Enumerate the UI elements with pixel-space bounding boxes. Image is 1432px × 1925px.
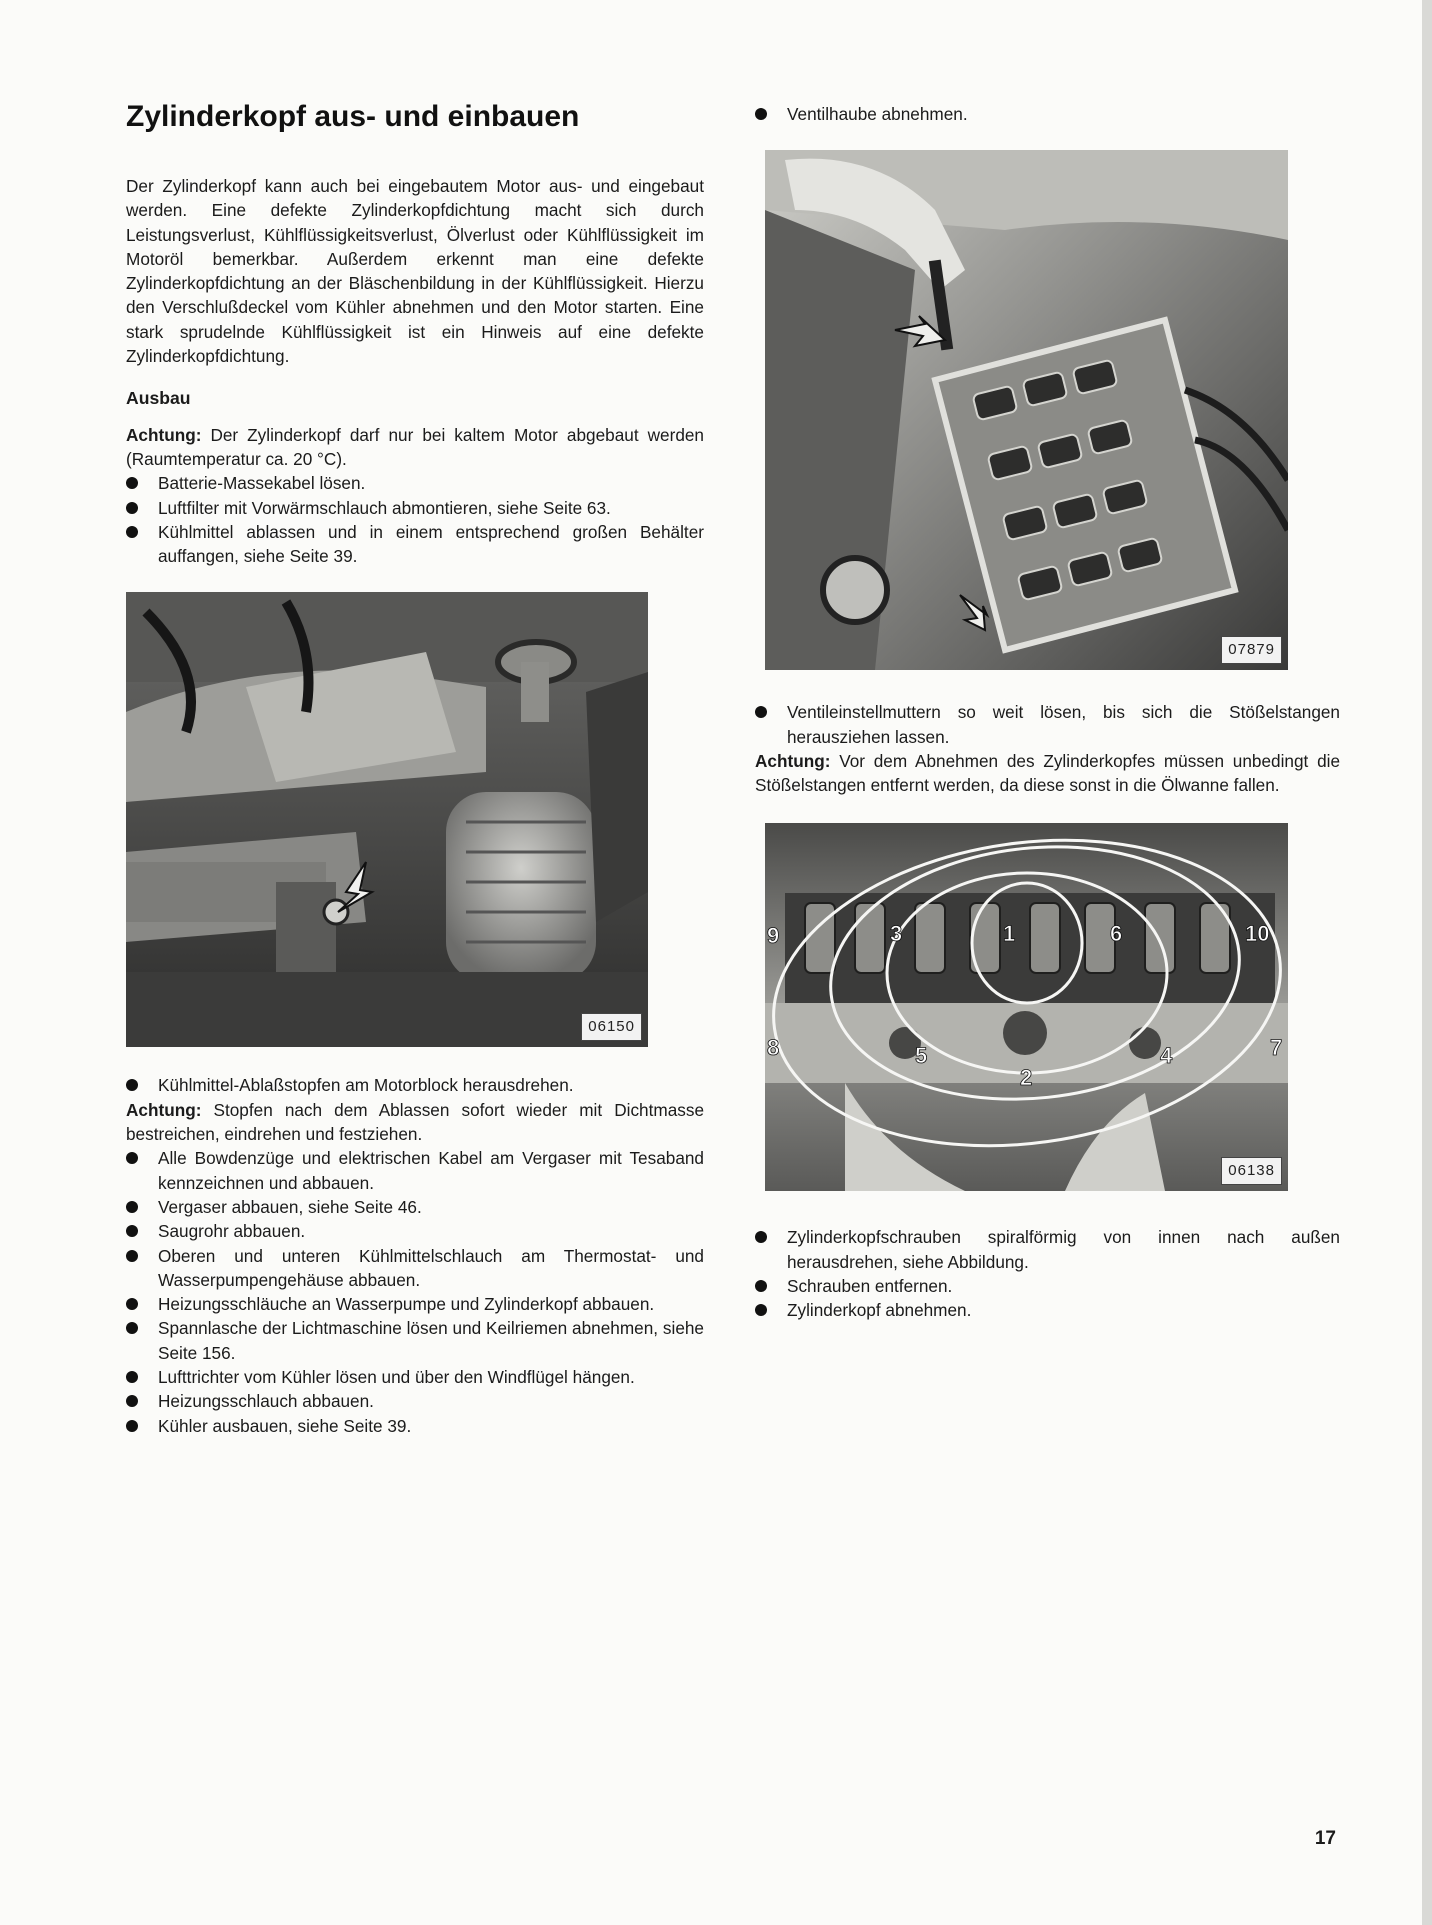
warning-text: Stopfen nach dem Ablassen sofort wieder mit Dichtmasse bestreichen, eindrehen und festziehen. xyxy=(126,1099,704,1145)
bolt-label: 3 xyxy=(890,921,903,947)
photo-number: 06150 xyxy=(581,1013,642,1041)
bolt-label: 10 xyxy=(1245,921,1270,947)
warning-label: Achtung: xyxy=(755,750,831,771)
list-item: Zylinderkopf abnehmen. xyxy=(755,1298,1340,1322)
warning-pushrods xyxy=(755,749,1340,798)
warning-cold-engine xyxy=(126,423,704,472)
list-item: Ventileinstellmuttern so weit lösen, bis sich die Stößelstangen herausziehen lassen. xyxy=(755,700,1340,749)
warning-label: Achtung: xyxy=(126,1099,202,1120)
left-column xyxy=(126,100,704,1438)
list-item: Heizungsschläuche an Wasserpumpe und Zylinderkopf abbauen. xyxy=(126,1292,704,1316)
list-item: Kühler ausbauen, siehe Seite 39. xyxy=(126,1414,704,1438)
page-title: Zylinderkopf aus- und einbauen xyxy=(126,100,580,133)
valve-cover-removed-photo xyxy=(765,150,1288,670)
list-item: Ventilhaube abnehmen. xyxy=(755,102,1340,126)
bolt-label: 5 xyxy=(915,1043,928,1069)
list-item: Kühlmittel-Ablaßstopfen am Motorblock herausdrehen. xyxy=(126,1073,704,1097)
list-item: Schrauben entfernen. xyxy=(755,1274,1340,1298)
page-number: 17 xyxy=(1314,1828,1336,1849)
list-item: Batterie-Massekabel lösen. xyxy=(126,471,704,495)
bolt-label: 8 xyxy=(767,1035,780,1061)
bolt-label: 6 xyxy=(1110,921,1123,947)
engine-drain-plug-photo xyxy=(126,592,648,1047)
list-item: Oberen und unteren Kühlmittelschlauch am Thermostat- und Wasserpumpengehäuse abbauen. xyxy=(126,1244,704,1293)
page-edge xyxy=(1422,0,1432,1925)
list-item: Saugrohr abbauen. xyxy=(126,1219,704,1243)
warning-text: Vor dem Abnehmen des Zylinderkopfes müssen unbedingt die Stößelstangen entfernt werden, da diese sonst in die Ölwanne fallen. xyxy=(755,750,1340,796)
bolt-label: 2 xyxy=(1020,1065,1033,1091)
list-item: Vergaser abbauen, siehe Seite 46. xyxy=(126,1195,704,1219)
list-item: Kühlmittel ablassen und in einem entsprechend großen Behälter auffangen, siehe Seite 39. xyxy=(126,520,704,569)
bolt-label: 1 xyxy=(1003,921,1016,947)
warning-text: Der Zylinderkopf darf nur bei kaltem Motor abgebaut werden (Raumtemperatur ca. 20 °C). xyxy=(126,424,704,469)
list-item: Heizungsschlauch abbauen. xyxy=(126,1389,704,1413)
bolt-label: 7 xyxy=(1270,1035,1283,1061)
section-heading-ausbau: Ausbau xyxy=(126,388,191,409)
photo-number: 07879 xyxy=(1221,636,1282,664)
list-item: Lufttrichter vom Kühler lösen und über den Windflügel hängen. xyxy=(126,1365,704,1389)
photo-number: 06138 xyxy=(1221,1157,1282,1185)
intro-paragraph: Der Zylinderkopf kann auch bei eingebautem Motor aus- und eingebaut werden. Eine defekte Zylinderkopfdichtung macht sich durch Leistungsverlust, Kühlflüssigkeitsverlust, Ölverlust oder Kühlflüssigkeit im Motoröl bemerkbar. Außerdem erkennt man eine defekte Zylinderkopfdichtung an der Bläschenbildung in der Kühlflüssigkeit. Hierzu den Verschlußdeckel vom Kühler abnehmen und den Motor starten. Eine stark sprudelnde Kühlflüssigkeit ist ein Hinweis auf eine defekte Zylinderkopfdichtung. xyxy=(126,176,704,367)
warning-drain-plug xyxy=(126,1098,704,1147)
list-item: Zylinderkopfschrauben spiralförmig von innen nach außen herausdrehen, siehe Abbildung. xyxy=(755,1225,1340,1274)
list-item: Luftfilter mit Vorwärmschlauch abmontieren, siehe Seite 63. xyxy=(126,496,704,520)
list-item: Spannlasche der Lichtmaschine lösen und Keilriemen abnehmen, siehe Seite 156. xyxy=(126,1316,704,1365)
warning-label: Achtung: xyxy=(126,424,202,445)
bolt-label: 9 xyxy=(767,923,780,949)
list-item: Alle Bowdenzüge und elektrischen Kabel am Vergaser mit Tesaband kennzeichnen und abbauen. xyxy=(126,1146,704,1195)
bolt-label: 4 xyxy=(1160,1043,1173,1069)
right-column xyxy=(755,102,1340,1323)
cylinder-head-bolt-sequence-photo xyxy=(765,823,1288,1191)
